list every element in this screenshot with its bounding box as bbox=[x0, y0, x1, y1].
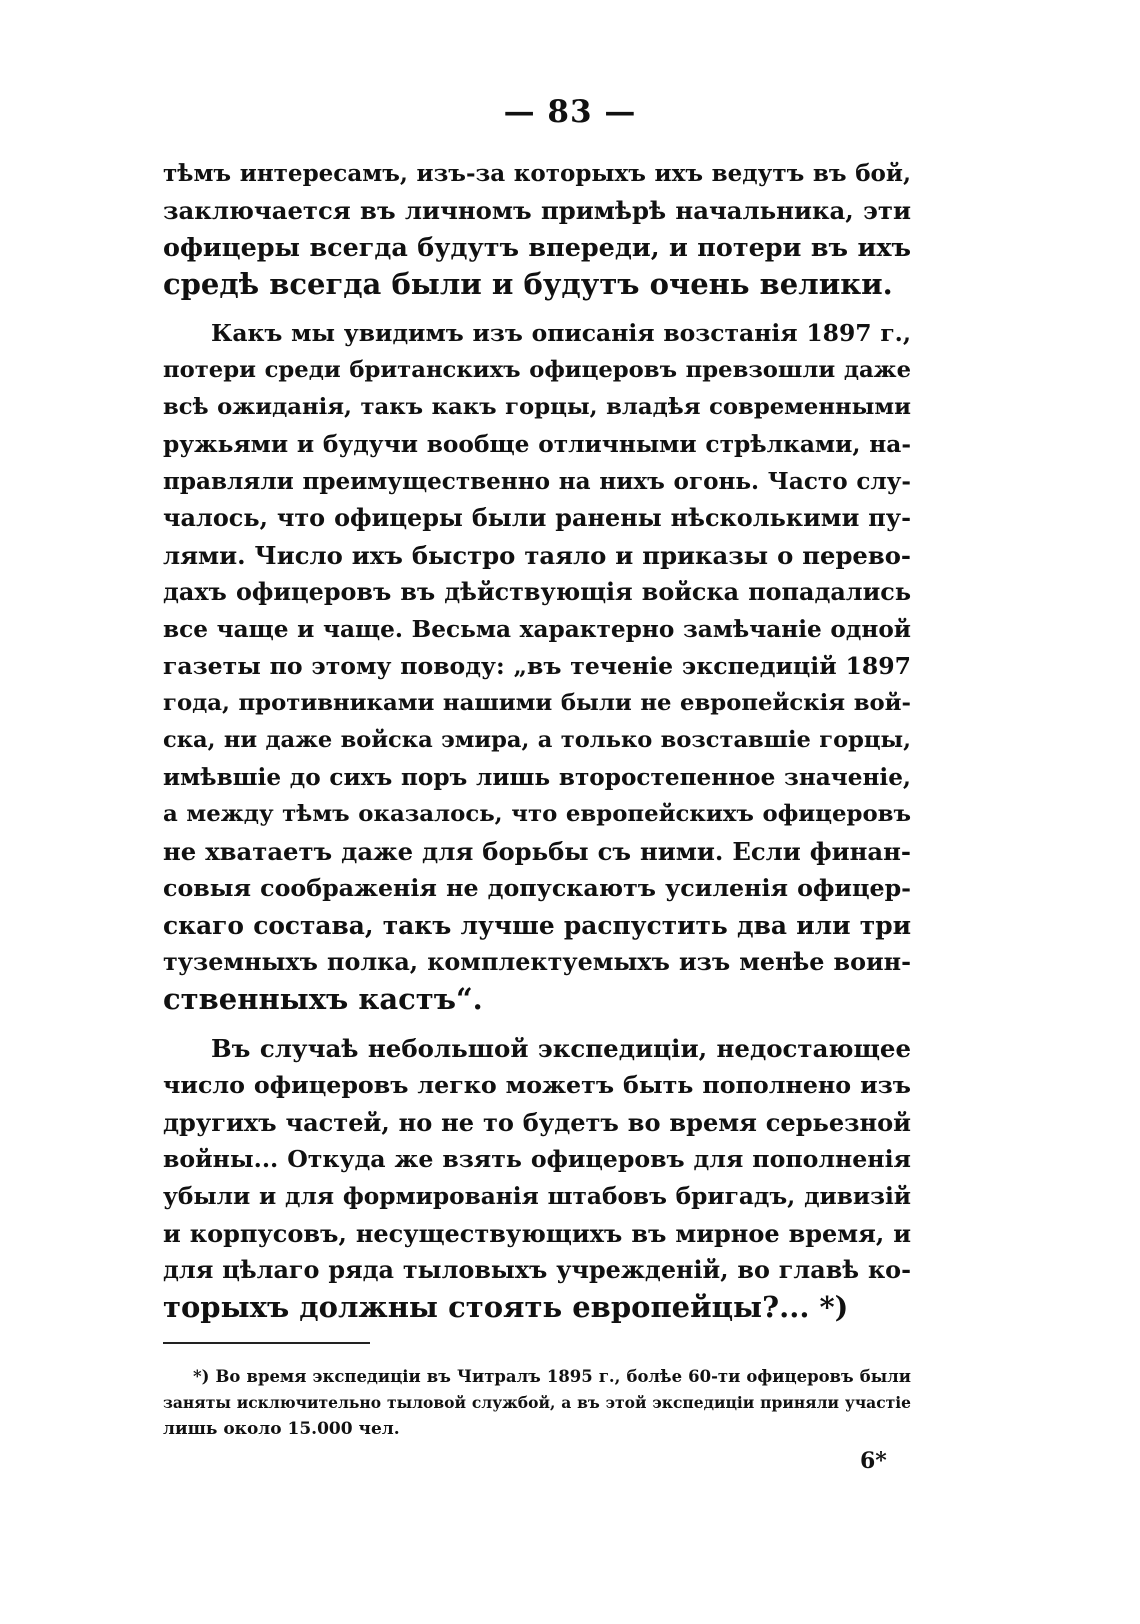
footnote bbox=[163, 1364, 911, 1442]
paragraph-2 bbox=[163, 315, 911, 1018]
text-line: офицеры всегда будутъ впереди, и потери въ ихъ bbox=[163, 232, 911, 262]
text-line: ска, ни даже войска эмира, а только возставшіе горцы, bbox=[163, 727, 911, 753]
page-number: — 83 — bbox=[503, 94, 637, 130]
text-line: число офицеровъ легко можетъ быть пополнено изъ bbox=[163, 1071, 911, 1099]
text-line: года, противниками нашими были не европейскія вой- bbox=[163, 690, 911, 716]
text-line: лями. Число ихъ быстро таяло и приказы о перево- bbox=[163, 541, 911, 570]
paragraph-1 bbox=[163, 155, 911, 303]
text-line: торыхъ должны стоять европейцы?... *) bbox=[163, 1290, 849, 1324]
text-line: Какъ мы увидимъ изъ описанія возстанія 1897 г., bbox=[211, 319, 911, 347]
text-line: совыя соображенія не допускаютъ усиленія офицер- bbox=[163, 874, 911, 902]
text-line: войны... Откуда же взять офицеровъ для пополненія bbox=[163, 1145, 911, 1173]
text-line: и корпусовъ, несуществующихъ въ мирное время, и bbox=[163, 1219, 911, 1248]
text-line: заключается въ личномъ примѣрѣ начальника, эти bbox=[163, 196, 911, 225]
footnote-line: лишь около 15.000 чел. bbox=[163, 1419, 400, 1439]
text-line: тѣмъ интересамъ, изъ-за которыхъ ихъ ведутъ въ бой, bbox=[163, 160, 911, 187]
signature-mark: 6* bbox=[860, 1448, 887, 1474]
text-line: всѣ ожиданія, такъ какъ горцы, владѣя современными bbox=[163, 394, 911, 420]
footnote-line: заняты исключительно тыловой службой, а въ этой экспедиціи приняли участіе bbox=[163, 1393, 911, 1412]
text-line: скаго состава, такъ лучше распустить два или три bbox=[163, 911, 911, 940]
text-line: не хватаетъ даже для борьбы съ ними. Если финан- bbox=[163, 837, 911, 866]
body-text bbox=[163, 155, 911, 1326]
footnote-line: *) Во время экспедиціи въ Читралъ 1895 г., болѣе 60-ти офицеровъ были bbox=[193, 1367, 911, 1386]
text-line: Въ случаѣ небольшой экспедиціи, недостающее bbox=[211, 1034, 911, 1063]
text-line: ственныхъ кастъ“. bbox=[163, 982, 483, 1016]
text-line: все чаще и чаще. Весьма характерно замѣчаніе одной bbox=[163, 616, 911, 643]
text-line: убыли и для формированія штабовъ бригадъ, дивизій bbox=[163, 1183, 911, 1210]
text-line: средѣ всегда были и будутъ очень велики. bbox=[163, 267, 893, 301]
text-line: правляли преимущественно на нихъ огонь. Часто слу- bbox=[163, 468, 911, 495]
text-line: туземныхъ полка, комплектуемыхъ изъ менѣе воин- bbox=[163, 948, 911, 976]
text-line: чалось, что офицеры были ранены нѣсколькими пу- bbox=[163, 504, 911, 532]
text-line: газеты по этому поводу: „въ теченіе экспедицій 1897 bbox=[163, 652, 911, 680]
text-line: дахъ офицеровъ въ дѣйствующія войска попадались bbox=[163, 578, 911, 606]
text-line: имѣвшіе до сихъ поръ лишь второстепенное значеніе, bbox=[163, 764, 911, 791]
text-line: а между тѣмъ оказалось, что европейскихъ офицеровъ bbox=[163, 801, 911, 827]
footnote-divider bbox=[163, 1342, 370, 1344]
text-line: потери среди британскихъ офицеровъ превзошли даже bbox=[163, 357, 911, 383]
text-line: для цѣлаго ряда тыловыхъ учрежденій, во главѣ ко- bbox=[163, 1256, 911, 1284]
text-line: ружьями и будучи вообще отличными стрѣлками, на- bbox=[163, 431, 911, 458]
text-line: другихъ частей, но не то будетъ во время серьезной bbox=[163, 1108, 911, 1137]
paragraph-3 bbox=[163, 1030, 911, 1326]
